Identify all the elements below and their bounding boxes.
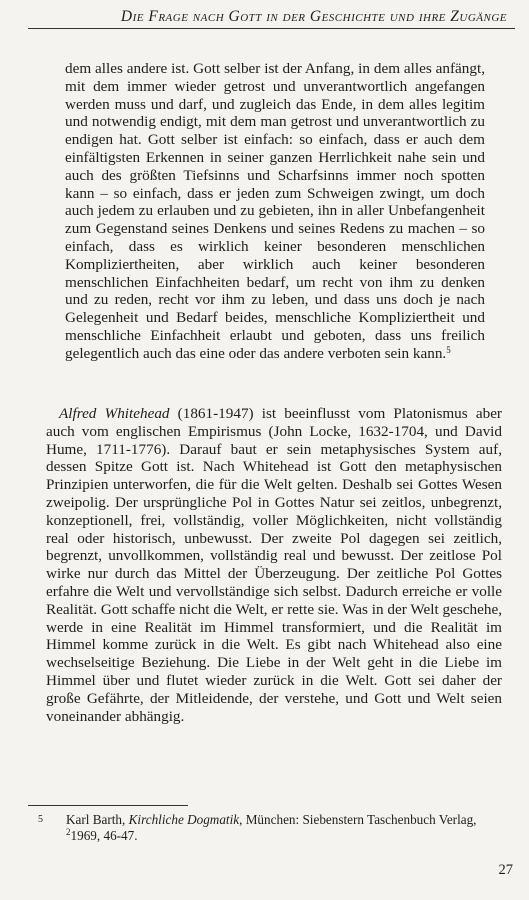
footnote-publisher: , München: Siebenstern Taschenbuch Verlag, [239,812,477,827]
paragraph-text: (1861-1947) ist beeinflusst vom Platonismus aber auch vom englischen Empirismus (John Locke, 1632-1704, und David Hume, 1711-1776). Darauf baut er sein metaphysisches System auf, dessen Spitze Gott ist. Nach Whitehead ist Gott den metaphysischen Prinzipien unterworfen, die für die Welt gelten. Deshalb sei Gottes Wesen zweipolig. Der ursprüngliche Pol in Gottes Natur sei zeitlos, unbegrenzt, konzeptionell, frei, vollständig, voller Möglichkeiten, nicht vollständig real oder historisch, unbewusst. Der zweite Pol dagegen sei zeitlich, begrenzt, unvollkommen, vollständig real und bewusst. Der zeitlose Pol wirke nur durch das Mittel der Überzeugung. Der zeitliche Pol Gottes erfahre die Welt und vervollständige sich selbst. Dadurch erreiche er volle Realität. Gott schaffe nicht die Welt, er rette sie. Was in der Welt geschehe, werde in eine Realität im Himmel transformiert, und die Realität im Himmel komme zurück in die Welt. Es gibt nach Whitehead also eine wechselseitige Beziehung. Die Liebe in der Welt geht in die Liebe im Himmel über und flutet wieder zurück in die Welt. Gott sei daher der große Gefährte, der Mitleidende, der verstehe, und Gott und Welt seien voneinander abhängig. [46,405,502,725]
block-quote [65,60,485,363]
header-title: Die Frage nach Gott in der Geschichte und ihre Zugänge [120,8,507,25]
footnote-author: Karl Barth, [66,812,129,827]
footnote-reference: 5 [446,344,451,355]
body-paragraph [46,405,502,725]
page-number: 27 [498,862,513,878]
quote-paragraph [65,60,485,363]
footnote [28,812,500,844]
running-header [28,4,515,29]
footnote-divider [28,805,188,806]
footnote-work: Kirchliche Dogmatik [128,812,240,827]
footnote-number: 5 [38,814,43,825]
whitehead-paragraph [46,405,502,725]
footnote-text [66,812,500,844]
footnote-edition: 2 [66,827,71,837]
quote-text: dem alles andere ist. Gott selber ist der Anfang, in dem alles anfängt, mit dem immer wieder getrost und unverantwortlich angefangen werden muss und darf, und zugleich das Ende, in dem alles legitim und notwendig endigt, mit dem man getrost und unverantwortlich zu endigen hat. Gott selber ist einfach: so einfach, dass er auch dem einfältigsten Erkennen in seiner ganzen Herrlichkeit nahe sein und auch des größten Tiefsinns und Scharfsinns immer noch spotten kann – so einfach, dass er jeden zum Schweigen zwingt, um doch auch jedem zu erlauben und zu gebieten, ihn in aller Unbefangenheit zum Gegenstand seines Denkens und seines Redens zu machen – so einfach, dass es wirklich keiner besonderen menschlichen Kompliziertheiten, aber wirklich auch keiner besonderen menschlichen Einfachheiten bedarf, um recht von ihm zu denken und zu reden, recht vor ihm zu leben, und dass uns doch je nach Gelegenheit und Bedarf beides, menschliche Kompliziertheit und menschliche Einfachheit erlaubt und geboten, dass uns freilich gelegentlich auch das eine oder das andere verboten sein kann. [65,60,485,362]
footnote-year-pages: 1969, 46-47. [70,828,138,843]
author-name: Alfred Whitehead [59,405,170,422]
